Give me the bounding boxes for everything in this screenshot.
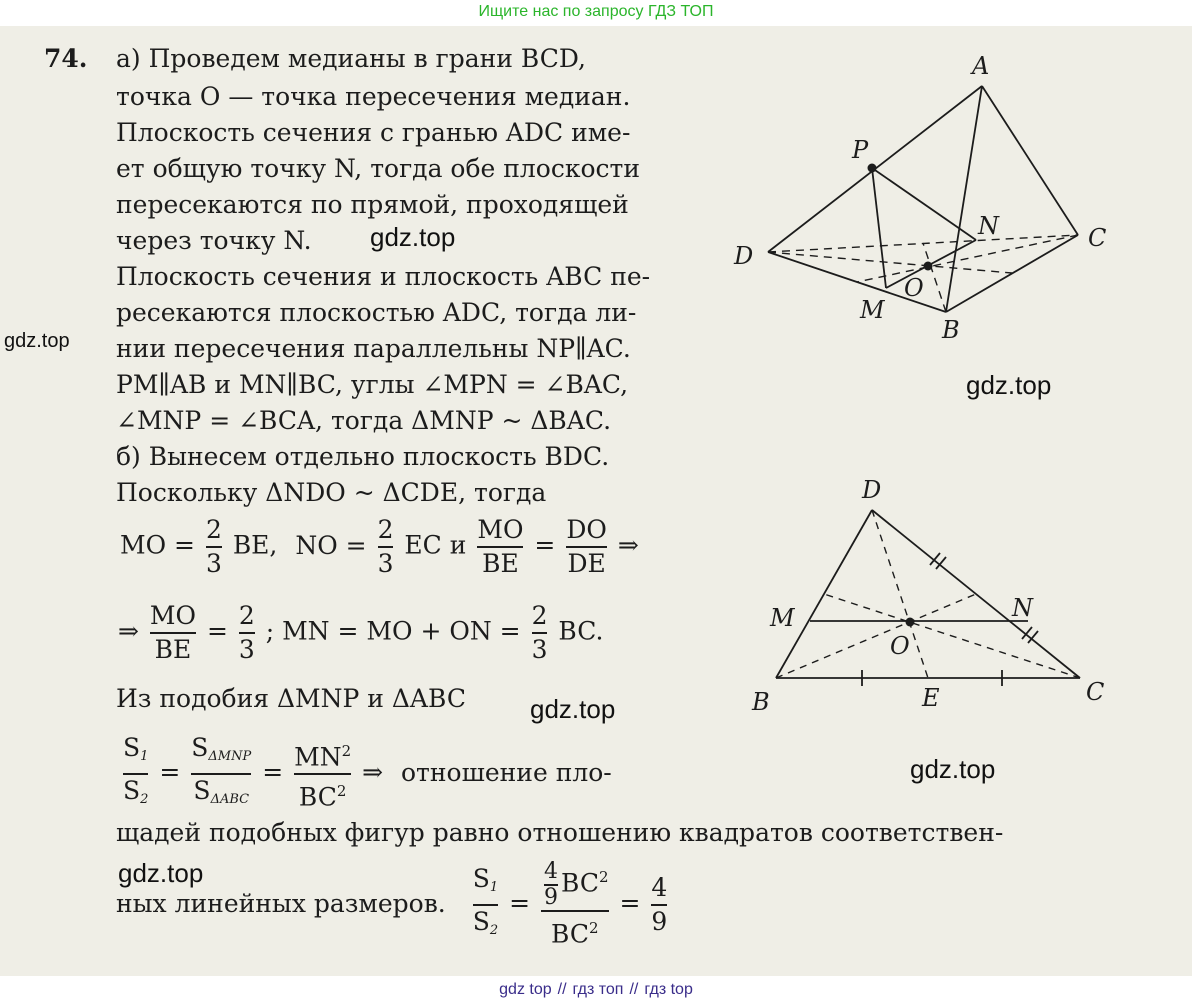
formula1-no: NO = xyxy=(295,530,367,560)
fraction-do-de: $\frac{DO}{DE}$ xyxy=(566,515,607,578)
section-pm xyxy=(872,168,886,288)
section-pn xyxy=(872,168,976,240)
formula1-be: BE, xyxy=(232,530,278,560)
point-o xyxy=(924,262,933,271)
side-db xyxy=(776,510,872,678)
footer-link-gdz-top-ru[interactable]: гдз топ xyxy=(572,981,624,998)
fraction-mo-be: $\frac{MO}{BE}$ xyxy=(149,601,196,664)
watermark: gdz.top xyxy=(370,222,456,252)
formula-mn xyxy=(118,600,603,666)
implies-arrow: ⇒ xyxy=(617,530,639,560)
point-o xyxy=(906,618,915,627)
fraction-two-thirds-b: $\frac{2}{3}$ xyxy=(377,515,394,578)
equals-sign: = xyxy=(206,616,228,646)
label-c: C xyxy=(1086,678,1105,706)
formula-ratios xyxy=(120,514,639,580)
fraction-two-thirds-c: $\frac{2}{3}$ xyxy=(531,601,548,664)
footer-link-gdz-top[interactable]: gdz top xyxy=(499,981,552,998)
label-m: M xyxy=(860,296,885,324)
watermark: gdz.top xyxy=(4,330,70,352)
text-line-8: ресекаются плоскостью ADC, тогда ли- xyxy=(116,298,637,327)
watermark: gdz.top xyxy=(530,694,616,724)
label-c: C xyxy=(1088,224,1107,252)
median-d xyxy=(768,252,1012,273)
fraction-mn2-bc2: $\frac{MN^2}{BC^2}$ xyxy=(294,741,352,812)
label-a: A xyxy=(972,52,990,80)
fraction-mo-be: $\frac{MO}{BE}$ xyxy=(477,515,524,578)
median-c-mid xyxy=(824,594,1080,678)
text-line-2: точка O — точка пересечения медиан. xyxy=(116,82,631,111)
formula3-tail: отношение пло- xyxy=(401,757,612,787)
similarity-line: Из подобия ΔMNP и ΔABC xyxy=(116,684,466,713)
formula1-mo: MO = xyxy=(120,530,195,560)
median-b xyxy=(923,243,946,312)
label-e: E xyxy=(922,684,940,712)
fraction-four-ninths: $\frac{4}{9}$ xyxy=(651,873,668,937)
equals-sign: = xyxy=(534,530,556,560)
text-line-12: б) Вынесем отдельно плоскость BDC. xyxy=(116,442,610,471)
formula2-bc: BC. xyxy=(558,616,604,646)
text-line-4: ет общую точку N, тогда обе плоскости xyxy=(116,154,641,183)
equals-sign: = xyxy=(509,888,531,918)
watermark: gdz.top xyxy=(118,858,204,888)
pyramid-diagram xyxy=(720,40,1140,360)
edge-bc xyxy=(946,235,1078,312)
label-b: B xyxy=(752,688,770,716)
text-line-1: а) Проведем медианы в грани BCD, xyxy=(116,44,586,73)
point-p xyxy=(868,164,877,173)
text-line-6: через точку N. xyxy=(116,226,312,255)
edge-ab xyxy=(946,86,982,312)
formula1-ec: EC и xyxy=(404,530,467,560)
label-o: O xyxy=(890,632,910,660)
median-b-mid xyxy=(776,594,976,678)
label-o: O xyxy=(904,274,924,302)
label-d: D xyxy=(734,242,754,270)
formula2-rest: ; MN = MO + ON = xyxy=(265,616,521,646)
label-b: B xyxy=(942,316,960,344)
equals-sign: = xyxy=(262,757,284,787)
problem-number: 74. xyxy=(44,44,88,73)
label-n: N xyxy=(978,212,999,240)
text-line-9: нии пересечения параллельны NP∥AC. xyxy=(116,334,631,363)
footer-separator: // xyxy=(557,981,567,998)
fraction-two-thirds: $\frac{2}{3}$ xyxy=(238,601,255,664)
last-line-text: ных линейных размеров. xyxy=(116,888,446,918)
text-line-10: PM∥AB и MN∥BC, углы ∠MPN = ∠BAC, xyxy=(116,370,629,399)
label-p: P xyxy=(852,136,869,164)
label-n: N xyxy=(1012,594,1033,622)
label-d: D xyxy=(862,476,882,504)
fraction-complex: $\frac{4}{9}$ $BC^2$ $BC^2$ xyxy=(541,860,609,950)
equals-sign: = xyxy=(619,888,641,918)
text-line-13: Поскольку ΔNDO ~ ΔCDE, тогда xyxy=(116,478,547,507)
median-c xyxy=(857,235,1078,282)
fraction-two-thirds-a: $\frac{2}{3}$ xyxy=(205,515,222,578)
text-line-11: ∠MNP = ∠BCA, тогда ΔMNP ~ ΔBAC. xyxy=(116,406,612,435)
text-line-3: Плоскость сечения с гранью ADC име- xyxy=(116,118,631,147)
watermark: gdz.top xyxy=(966,370,1052,400)
formula-areas xyxy=(120,732,612,816)
implies-arrow: ⇒ xyxy=(362,757,384,787)
footer-separator: // xyxy=(629,981,639,998)
footer-link-gdz-top-mixed[interactable]: гдз top xyxy=(644,981,693,998)
fraction-s1-s2: $\frac{S_1}{S_2}$ xyxy=(473,863,498,947)
footer-links xyxy=(0,976,1192,1004)
text-line-7: Плоскость сечения и плоскость ABC пе- xyxy=(116,262,651,291)
text-line-5: пересекаются по прямой, проходящей xyxy=(116,190,629,219)
implies-arrow: ⇒ xyxy=(118,616,139,646)
fraction-area-triangles: $\frac{S_{\Delta MNP}}{S_{\Delta ABC}}$ xyxy=(191,732,251,816)
label-m: M xyxy=(770,604,795,632)
fraction-s1-s2: $\frac{S_1}{S_2}$ xyxy=(123,732,148,816)
text-line-squares: щадей подобных фигур равно отношению квадратов соответствен- xyxy=(116,818,1004,847)
equals-sign: = xyxy=(159,757,181,787)
triangle-diagram xyxy=(740,466,1120,726)
top-banner[interactable]: Ищите нас по запросу ГДЗ ТОП xyxy=(478,3,714,20)
watermark: gdz.top xyxy=(910,754,996,784)
